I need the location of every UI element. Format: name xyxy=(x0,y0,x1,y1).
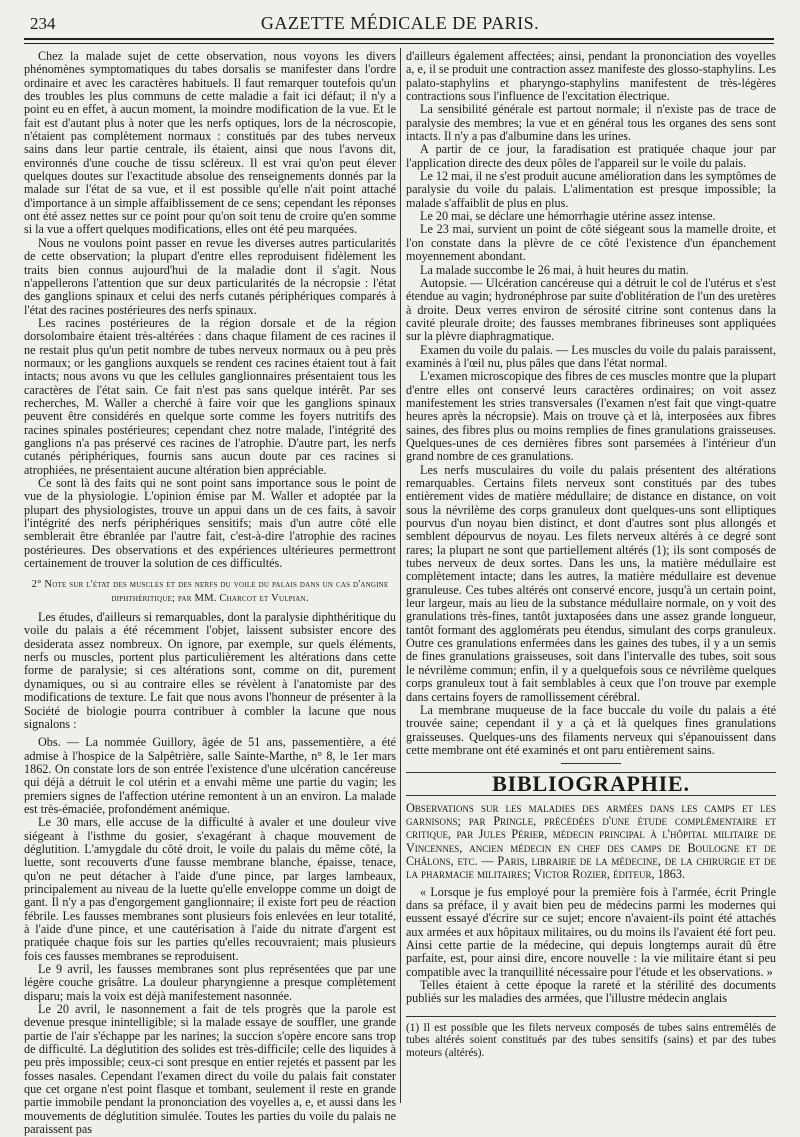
paragraph: Le 23 mai, survient un point de côté siégeant sous la mamelle droite, et l'on constate dans la plèvre de ce côté l'existence d'un épanchement moyennement abondant. xyxy=(406,222,776,264)
bibliography-heading: BIBLIOGRAPHIE. xyxy=(492,771,690,797)
paragraph: Les études, d'ailleurs si remarquables, dont la paralysie diphthéritique du voile du palais a été récemment l'objet, laissent subsister encore des desiderata assez nombreux. On ignore, par exemple, sur quels éléments, nerfs ou muscles, portent plus particulièrement les altérations dans cette forme de paralysie; si ces altérations sont, comme on dit, purement dynamiques, ou si au contraire elles se révèlent à l'anatomiste par des modifications de texture. Le fait que nous avons l'honneur de présenter à la Société de biologie pourra contribuer à combler la lacune que nous signalons : xyxy=(24,610,396,731)
paragraph: Examen du voile du palais. — Les muscles du voile du palais paraissent, examinés à l'œil nu, plus pâles que dans l'état normal. xyxy=(406,342,776,370)
page-number: 234 xyxy=(30,14,56,33)
page-header xyxy=(18,12,782,38)
observation-paragraph: Obs. — La nommée Guillory, âgée de 51 ans, passementière, a été admise à l'hospice de la Salpêtrière, salle Sainte-Marthe, n° 8, le 1er mars 1862. On constate lors de son entrée l'existence d'une ulcération cancéreuse qui déjà a détruit le col utérin et a envahi même une partie du vagin; les premiers signes de l'affection utérine remontent à un an environ. La malade est très-émaciée, profondément anémique. xyxy=(24,735,396,816)
paragraph: Le 20 avril, le nasonnement a fait de tels progrès que la parole est devenue presque inintelligible; si la malade essaye de souffler, une grande partie de l'air s'échappe par les narines; la succion s'opère encore sans trop de difficulté. La déglutition des solides est très-difficile; celle des liquides à peu près impossible; ceux-ci sont presque en entier rejetés et passent par les fosses nasales. Cependant l'examen direct du voile du palais fait constater que cet organe n'est point flasque et tombant, seulement il reste en grande partie immobile pendant la prononciation des voyelles a, e, et aussi dans les mouvements de déglutition simulée. Toutes les parties du voile du palais ne paraissent pas xyxy=(24,1002,396,1137)
header-rule xyxy=(24,38,774,40)
paragraph: Nous ne voulons point passer en revue les diverses autres particularités de cette observation; la plupart d'entre elles reproduisent fidèlement les traits bien connus aujourd'hui de la maladie dont il s'agit. Nous n'appellerons l'attention que sur deux particularités de la nécropsie : l'état des ganglions spinaux et celui des nerfs cutanés périphériques comparés à l'état des racines postérieures des nerfs spinaux. xyxy=(24,235,396,317)
paragraph: Ce sont là des faits qui ne sont point sans importance sous le point de vue de la physiologie. L'opinion émise par M. Waller et adoptée par la plupart des physiologistes, trouve un appui dans un de ces faits, à savoir l'intégrité des nerfs périphériques sensitifs; mais d'un autre côté elle semblerait être ébranlée par l'autre fait, c'est-à-dire l'atrophie des racines postérieures. Des observations et des expériences ultérieures permettront certainement de trouver la solution de ces difficultés. xyxy=(24,476,396,571)
paragraph: Les racines postérieures de la région dorsale et de la région dorsolombaire étaient très-altérées : dans chaque filament de ces racines il ne restait plus qu'un petit nombre de tubes nerveux normaux ou à peu près normaux; or les ganglions auxquels se rendent ces racines étaient tout à fait intacts; nous avons vu que les cellules ganglionnaires présentaient tous les caractères de l'état sain. Ce fait n'est pas sans quelque intérêt. Par ses recherches, M. Waller a cherché à faire voir que les ganglions spinaux peuvent être considérés en quelque sorte comme les foyers nutritifs des racines spinales postérieures; cependant chez notre malade, l'intégrité des ganglions n'a pas préservé ces racines de l'atrophie. D'autre part, les nerfs cutanés périphériques, fournis sans aucun doute par ces racines si atrophiées, ne présentaient aucune altération bien appréciable. xyxy=(24,315,396,477)
bibliography-entry: Observations sur les maladies des armées dans les camps et les garnisons; par Pringle, précédées d'une étude complémentaire et critique, par Jules Périer, médecin principal à l'hôpital militaire de Vincennes, ancien médecin en chef des camps de Boulogne et de Châlons, etc. — Paris, librairie de la médecine, de la chirurgie et de la pharmacie militaires; Victor Rozier, éditeur, 1863. xyxy=(406,800,776,882)
footnote: (1) Il est possible que les filets nerveux composés de tubes sains entremêlés de tubes altérés soient constitués par des tubes sensitifs (sains) et par des tubes moteurs (altérés). xyxy=(406,1016,776,1060)
paragraph: La sensibilité générale est partout normale; il n'existe pas de trace de paralysie des membres; la vue et en général tous les organes des sens sont intacts. Il n'y a pas d'albumine dans les urines. xyxy=(406,102,776,144)
paragraph: Le 9 avril, les fausses membranes sont plus représentées que par une légère couche grisâtre. La douleur pharyngienne a presque complètement disparu; mais la voix est déjà manifestement nasonnée. xyxy=(24,962,396,1003)
bibliography-banner xyxy=(406,772,776,795)
paragraph: Les nerfs musculaires du voile du palais présentent des altérations remarquables. Certains filets nerveux sont constitués par des tubes entièrement vides de matière médullaire; de distance en distance, on voit sous la névrilème des corps granuleux dont quelques-uns sont elliptiques pourvus d'un noyau bien distinct, et dont d'autres sont plus allongés et semblent dépourvus de noyau. Les filets nerveux altérés à ce degré sont rares; la plupart ne sont que partiellement altérés (1); ils sont composés de tubes nerveux de deux sortes. Dans les uns, la matière médullaire est complètement intacte; dans les autres, la matière médullaire est devenue granuleuse. Ces tubes altérés ont conservé encore, jusqu'à un certain point, leur largeur, mais au lieu de la substance médullaire normale, on y voit des granulations très-fines, tantôt juxtaposées dans une assez grande longueur, tantôt formant des agglomérats peu étendus, simulant des corps granuleux. Outre ces granulations enfermées dans les gaines des tubes, il y a un semis de fines granulations graisseuses, soit dans l'intervalle des tubes, soit sous le névrilème commun; enfin, il y a quelquefois sous ce névrilème quelques corps granuleux tout à fait semblables à ceux que l'on trouve par exemple dans certains foyers de ramollissement cérébral. xyxy=(406,462,776,704)
left-column xyxy=(24,49,396,1137)
autopsy-paragraph: Autopsie. — Ulcération cancéreuse qui a détruit le col de l'utérus et s'est étendue au vagin; hydronéphrose par suite d'oblitération de l'un des uretères à droite. Deux verres environ de sérosité citrine sont contenus dans la cavité pleurale droite; des fausses membranes fibrineuses sont appliquées sur la plèvre diaphragmatique. xyxy=(406,275,776,344)
paragraph: Le 12 mai, il ne s'est produit aucune amélioration dans les symptômes de paralysie du voile du palais. L'alimentation est presque impossible; la malade s'affaiblit de plus en plus. xyxy=(406,169,776,210)
divider xyxy=(561,763,621,764)
paragraph: Le 30 mars, elle accuse de la difficulté à avaler et une douleur vive siégeant à l'isthme du gosier, s'exagérant à chaque mouvement de déglutition. L'amygdale du côté droit, le voile du palais du même côté, la luette, sont recouverts d'une fausse membrane blanche, épaisse, tenace, qu'on ne peut détacher à l'aide d'une pince, par larges lambeaux, principalement au niveau de la luette qu'elle enveloppe comme un doigt de gant. Il n'y a pas d'engorgement ganglionnaire; il existe fort peu de réaction fébrile. Les fausses membranes sont plusieurs fois enlevées en leur totalité, à l'aide d'une pince, et une cautérisation à l'aide du nitrate d'argent est pratiquée chaque fois sur les parties qu'elles recouvraient; mais plusieurs fois ces fausses membranes se reproduisent. xyxy=(24,815,396,963)
paragraph: L'examen microscopique des fibres de ces muscles montre que la plupart d'entre elles ont conservé leurs caractères ordinaires; on voit assez manifestement les stries transversales (l'examen n'est fait que vingt-quatre heures après la nécropsie). Mais on trouve çà et là, interposées aux fibres saines, des fibres plus ou moins remplies de fines granulations graisseuses. Quelques-unes de ces dernières fibres sont parsemées à l'intérieur d'un grand nombre de ces granulations. xyxy=(406,369,776,464)
paragraph: Telles étaient à cette époque la rareté et la stérilité des documents publiés sur les maladies des armées, que l'illustre médecin anglais xyxy=(406,978,776,1006)
paragraph: Le 20 mai, se déclare une hémorrhagie utérine assez intense. xyxy=(420,209,716,224)
right-column xyxy=(406,50,776,1100)
header-rule-thin xyxy=(24,43,774,44)
paragraph: La malade succombe le 26 mai, à huit heures du matin. xyxy=(420,262,689,277)
paragraph: « Lorsque je fus employé pour la première fois à l'armée, écrit Pringle dans sa préface, il y avait bien peu de médecins parmi les modernes qui eussent essayé d'écrire sur ce sujet; encore n'avaient-ils point été attachés aux armées et aux hôpitaux militaires, ou du moins ils l'avaient été fort peu. Ainsi cette partie de la médecine, qui depuis longtemps aurait dû être parfaite, est, pour ainsi dire, encore nouvelle : la vie militaire étant si peu compatible avec la tranquillité nécessaire pour l'étude et les observations. » xyxy=(406,884,776,979)
paragraph: La membrane muqueuse de la face buccale du voile du palais a été trouvée saine; cependant il y a çà et là quelques fines granulations graisseuses. Quelques-uns des filaments nerveux qui s'épanouissent dans cette membrane ont été examinés et ont paru entièrement sains. xyxy=(406,702,776,757)
paragraph: d'ailleurs également affectées; ainsi, pendant la prononciation des voyelles a, e, il se produit une contraction assez manifeste des glosso-staphylins. Les palato-staphylins et pharyngo-staphylins manifestent de très-légères contractions sous l'influence de l'excitation électrique. xyxy=(406,49,776,104)
journal-title: GAZETTE MÉDICALE DE PARIS. xyxy=(260,13,540,33)
section-heading: 2° Note sur l'état des muscles et des nerfs du voile du palais dans un cas d'angine diphthéritique; par MM. Charcot et Vulpian. xyxy=(31,579,389,604)
paragraph: A partir de ce jour, la faradisation est pratiquée chaque jour par l'application directe des deux pôles de l'appareil sur le voile du palais. xyxy=(406,142,776,170)
paragraph: Chez la malade sujet de cette observation, nous voyons les divers phénomènes symptomatiques du tabes dorsalis se manifester dans l'ordre ordinaire et avec les caractères habituels. Il faut remarquer toutefois qu'un des troubles les plus communs de cette maladie a fait ici défaut; il n'y a point eu en effet, à aucun moment, la moindre modification de la vue. Et le fait est d'autant plus à noter que les nerfs optiques, lors de la nécroscopie, n'étaient pas complètement normaux : constitués par des tubes nerveux sains dans leur partie centrale, ils étaient, ainsi que nous l'avons dit, environnés d'une couche de tissu scléreux. Il est vrai qu'on peut élever quelques doutes sur l'exactitude absolue des renseignements donnés par la malade sur l'état de sa vue, et il est possible qu'elle n'ait point attaché d'importance à un simple affaiblissement de ce sens; cependant les réponses ont été assez nettes sur ce point pour qu'on soit tenu de croire qu'en somme si la vue a offert quelques modifications, elles ont été peu marquées. xyxy=(24,49,396,237)
column-separator xyxy=(400,48,401,1103)
